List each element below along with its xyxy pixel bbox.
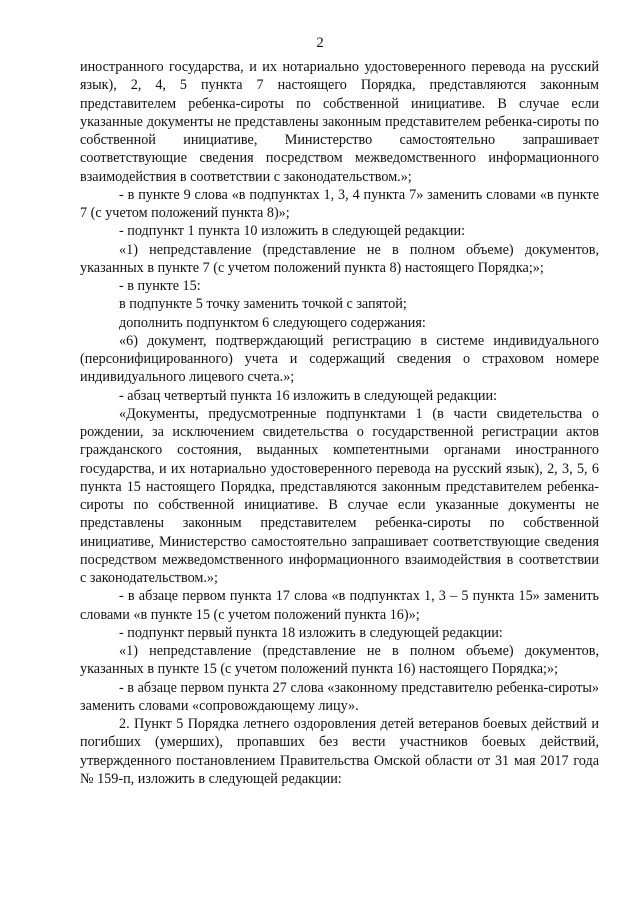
paragraph: - подпункт первый пункта 18 изложить в следующей редакции: — [119, 624, 503, 641]
paragraph: «1) непредставление (представление не в полном объеме) документов, указанных в пункте 7 (с учетом положений пункта 8) настоящего Порядка;»; — [80, 241, 599, 276]
document-body — [80, 58, 599, 788]
paragraph: - в пункте 15: — [119, 278, 201, 294]
paragraph: - подпункт 1 пункта 10 изложить в следующей редакции: — [119, 223, 466, 240]
paragraph: 2. Пункт 5 Порядка летнего оздоровления детей ветеранов боевых действий и погибших (умерших), пропавших без вести участников боевых действий, утвержденного постановлением Правительства Омской области от 31 мая 2017 года № 159-п, изложить в следующей редакции: — [80, 716, 599, 787]
paragraph: - в абзаце первом пункта 27 слова «законному представителю ребенка-сироты» заменить словами «сопровождающему лицу». — [80, 679, 599, 714]
paragraph: иностранного государства, и их нотариально удостоверенного перевода на русский язык), 2, 4, 5 пункта 7 настоящего Порядка, представляются законным представителем ребенка-сироты по собственной инициативе. В случае если указанные документы не представлены законным представителем ребенка-сироты по собственной инициативе, Министерство самостоятельно запрашивает соответствующие сведения посредством межведомственного информационного взаимодействия в соответствии с законодательством.»; — [80, 59, 599, 185]
page-number: 2 — [316, 35, 324, 51]
paragraph: - абзац четвертый пункта 16 изложить в следующей редакции: — [119, 387, 498, 404]
paragraph: - в пункте 9 слова «в подпунктах 1, 3, 4 пункта 7» заменить словами «в пункте 7 (с учетом положений пункта 8)»; — [80, 186, 599, 221]
paragraph: в подпункте 5 точку заменить точкой с запятой; — [119, 296, 407, 313]
paragraph: - в абзаце первом пункта 17 слова «в подпунктах 1, 3 – 5 пункта 15» заменить словами «в пункте 15 (с учетом положений пункта 16)»; — [80, 588, 599, 623]
paragraph: «6) документ, подтверждающий регистрацию в системе индивидуального (персонифицированного) учета и содержащий сведения о страховом номере индивидуального лицевого счета.»; — [80, 332, 599, 386]
paragraph: «1) непредставление (представление не в полном объеме) документов, указанных в пункте 15 (с учетом положений пункта 16) настоящего Порядка;»; — [80, 643, 599, 678]
paragraph: дополнить подпунктом 6 следующего содержания: — [119, 314, 426, 331]
paragraph: «Документы, предусмотренные подпунктами 1 (в части свидетельства о рождении, за исключением свидетельства о государственной регистрации актов гражданского состояния, выданных компетентными органами иностранного государства, и их нотариально удостоверенного перевода на русский язык), 2, 3, 5, 6 пункта 15 настоящего Порядка, представляются законным представителем ребенка-сироты по собственной инициативе. В случае если указанные документы не представлены законным представителем ребенка-сироты по собственной инициативе, Министерство самостоятельно запрашивает соответствующие сведения посредством межведомственного информационного взаимодействия в соответствии с законодательством.»; — [80, 405, 599, 586]
